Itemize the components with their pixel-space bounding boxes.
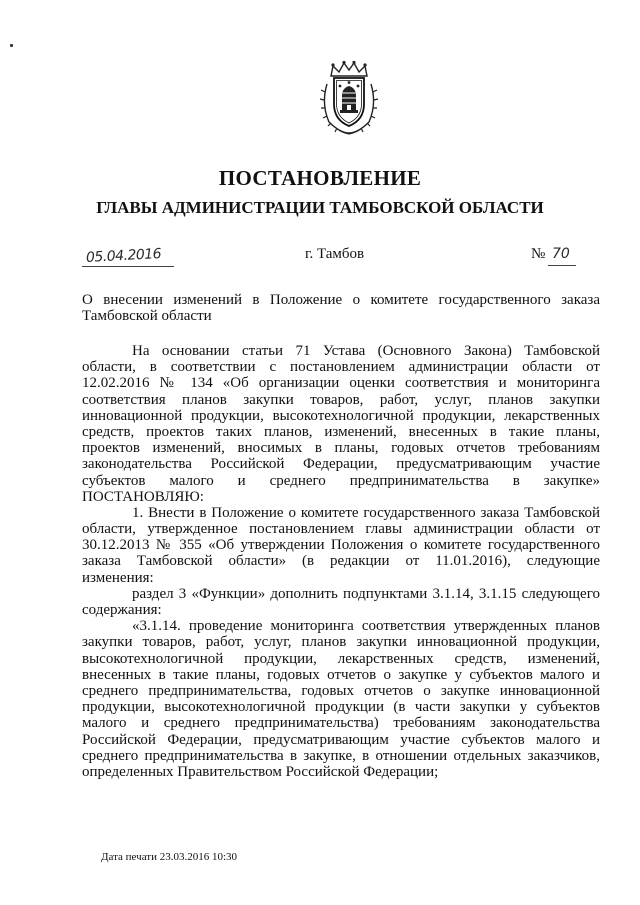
subitem-line: «3.1.14. проведение мониторинга соответствия утвержденных планов (132, 618, 600, 635)
subitem-line: внесенных в такие планы, годовых отчетов о закупке у субъектов малого и (82, 666, 600, 683)
issuer-title: ГЛАВЫ АДМИНИСТРАЦИИ ТАМБОВСКОЙ ОБЛАСТИ (96, 198, 544, 217)
subitem-line: закупки товаров, работ, услуг, планов закупки инновационной продукции, (82, 634, 600, 651)
item1-line: области, утвержденное постановлением главы администрации области от (82, 521, 600, 538)
subitem-line: определенных Правительством Российской Федерации; (82, 763, 439, 780)
subject-line: Тамбовской области (82, 308, 212, 325)
preamble-line: области, в соответствии с постановлением администрации области от (82, 359, 600, 376)
preamble-line: инновационной продукции, высокотехнологичной продукции, лекарственных (82, 407, 600, 424)
item1-line: изменения: (82, 569, 154, 586)
subitem-line: среднего предпринимательства в закупке, в отношении отдельных заказчиков, (82, 747, 600, 764)
preamble-line: На основании статьи 71 Устава (Основного Закона) Тамбовской (132, 343, 600, 359)
number-label: № (531, 246, 546, 262)
preamble-line: проектов изменений, вносимых в планы, годовых отчетов требованиям (82, 440, 600, 457)
scan-speck (10, 44, 13, 47)
section-line: содержания: (82, 602, 162, 618)
item1-line: заказа Тамбовской области» (в редакции от 11.01.2016), следующие (82, 553, 600, 570)
coat-of-arms-icon (319, 60, 379, 136)
preamble-line: субъектов малого и среднего предпринимательства в закупке» (82, 472, 600, 489)
number-handwritten: 70 (552, 246, 570, 262)
subitem-line: малого и среднего предпринимательства) требованиям законодательства (82, 715, 600, 732)
date-underline (82, 266, 174, 267)
preamble-line: 12.02.2016 № 134 «Об организации оценки соответствия и мониторинга (82, 375, 600, 392)
preamble-block (82, 343, 600, 780)
decree-word: ПОСТАНОВЛЯЮ: (82, 488, 204, 505)
city-label: г. Тамбов (305, 246, 365, 262)
subitem-line: продукции, высокотехнологичной продукции (в части закупки у субъектов (82, 699, 600, 716)
item1-line: 1. Внести в Положение о комитете государственного заказа Тамбовской (132, 504, 600, 521)
subitem-line: среднего предпринимательства, годовых отчетов о закупке инновационной (82, 682, 600, 699)
item1-line: 30.12.2013 № 355 «Об утверждении Положения о комитете государственного (82, 537, 600, 554)
document-title: ПОСТАНОВЛЕНИЕ (218, 166, 422, 190)
preamble-line: законодательства Российской Федерации, предусматривающим участие (82, 456, 600, 473)
subitem-line: Российской Федерации, предусматривающим участие субъектов малого и (82, 731, 600, 748)
section-line: раздел 3 «Функции» дополнить подпунктами 3.1.14, 3.1.15 следующего (132, 585, 600, 602)
number-underline (548, 265, 576, 266)
preamble-line: средств, проектов таких планов, изменений, внесенных в такие планы, (82, 423, 600, 440)
preamble-line: соответствия планов закупки товаров, работ, услуг, планов закупки (82, 391, 600, 408)
subject-block (82, 292, 600, 324)
print-date-footer: Дата печати 23.03.2016 10:30 (101, 851, 238, 863)
subitem-line: высокотехнологичной продукции, лекарственных средств, изменений, (82, 650, 600, 667)
date-handwritten: 05.04.2016 (85, 246, 162, 266)
subject-line: О внесении изменений в Положение о комитете государственного заказа (82, 292, 600, 308)
